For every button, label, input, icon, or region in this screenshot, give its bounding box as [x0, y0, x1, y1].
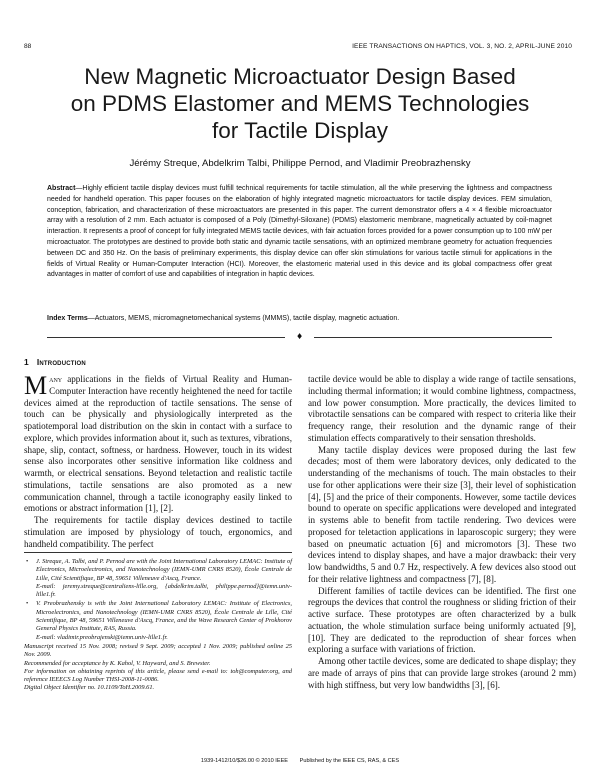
issn-copyright: 1939-1412/10/$26.00 © 2010 IEEE	[200, 758, 289, 764]
section-heading	[24, 357, 86, 367]
bullet-icon: •	[26, 558, 29, 565]
page-number: 88	[24, 43, 32, 50]
footnote-text: V. Preobrazhensky is with the Joint International Laboratory LEMAC: Institute of Electronics, Microelectronics, and Nanotechnology (IEMN-UMR CNRS 8520), École Centrale de Lille, Cité Scientifique, BP 48, 59651 Villeneuve d'Ascq, France, and the Wave Research Center of Prokhorov General Physics Institute, RAS, Russia.	[36, 600, 292, 633]
title-line: New Magnetic Microactuator Design Based	[84, 64, 516, 89]
abstract-label: Abstract	[47, 185, 76, 192]
section-number: 1	[24, 357, 29, 367]
running-header	[24, 43, 576, 53]
footnotes	[24, 558, 292, 693]
recommended-by: Recommended for acceptance by K. Kahol, V. Hayward, and S. Brewster.	[24, 659, 211, 667]
bullet-icon: •	[26, 600, 29, 608]
index-terms-label: Index Terms	[47, 315, 88, 322]
drop-cap: M	[24, 371, 48, 400]
right-column	[308, 374, 576, 691]
paragraph: The requirements for tactile display devices destined to tactile stimulation are imposed by physiology of touch, ergonomics, and handheld compatibility. The perfect	[24, 515, 292, 549]
footnote-affiliation	[24, 558, 292, 599]
paragraph-text: applications in the fields of Virtual Reality and Human-Computer Interaction have recently heightened the need for tactile devices aimed at the reproduction of tactile sensations. The sense of touch can be physically and physiologically interpreted as the spatiotemporal load distribution on the skin in contact with a surface to explore, which provides information about it, such as textures, vibrations, shape, slip, contact, softness, or hardness. However, touch in its widest sense also incorporates other sensitive information like coldness and warmth, or electrical sensations. Beyond teletaction and realistic tactile stimulations, tactile sensations are also promoted as a new communication channel, through a tactile iconography easily linked to emotions or abstract information [1], [2].	[24, 374, 292, 514]
divider-line-right	[314, 337, 552, 338]
title-line: for Tactile Display	[212, 118, 388, 143]
diamond-icon: ♦	[296, 332, 304, 341]
title-line: on PDMS Elastomer and MEMS Technologies	[70, 91, 530, 116]
lead-word: any	[49, 374, 63, 384]
paragraph: Among other tactile devices, some are dedicated to shape display; they are made of arrays of pins that can provide large strokes (around 2 mm) with high stiffness, but very low bandwidths [3], [6].	[308, 656, 576, 690]
paragraph: Different families of tactile devices can be identified. The first one regroups the devices that control the roughness or sliding friction of their active surface. These prototypes are often characterized by a bulk actuation, the whole stimulation surface being uniformly actuated [9], [10]. They are dedicated to the reproduction of shear forces when exploring a surface with variations of friction.	[308, 585, 576, 655]
section-title: Introduction	[36, 357, 86, 367]
paragraph: tactile device would be able to display a wide range of tactile sensations, including thermal information; it would combine lightness, compactness, and low power consumption. More practically, the devices limited to vibrotactile sensations can be compared with respect to criteria like their frequency range, their resolution and the dynamic range of their stimulation effects comparatively to their sensation thresholds.	[308, 374, 576, 443]
section-divider	[47, 332, 552, 342]
left-column	[24, 371, 292, 550]
index-terms-text: —Actuators, MEMS, micromagnetomechanical systems (MMMS), tactile display, magnetic actuation.	[87, 315, 400, 322]
footnote-email: E-mail: vladimir.preobrajenski@iemn.univ-lille1.fr.	[36, 633, 168, 641]
paragraph: Many tactile display devices were proposed during the last few decades; most of them were laboratory devices, only dedicated to the understanding of the mechanisms of touch. The main obstacles to their use for other applications were their size [3], their level of sophistication [4], [5] and the price of their components. However, some tactile devices bound to operate on specific applications were developed and integrated in systems able to benefit from tactile rendering. Two devices were proposed for teletaction applications in laparoscopic surgery; they were based on pneumatic actuation [6] and micromotors [3]. These two devices intend to display shapes, and have a major drawback: their very low bandwidths, 5 and 0.7 Hz, respectively. A few devices also stood out for their relative lightness and compactness [7], [8].	[308, 444, 576, 584]
author-list: Jérémy Streque, Abdelkrim Talbi, Philippe Pernod, and Vladimir Preobrazhensky	[129, 158, 471, 169]
received-dates: Manuscript received 15 Nov. 2008; revised 9 Sept. 2009; accepted 1 Nov. 2009; published online 25 Nov. 2009.	[24, 642, 292, 659]
publisher: Published by the IEEE CS, RAS, & CES	[299, 758, 400, 764]
intro-paragraph	[24, 371, 292, 515]
paper-title	[24, 63, 576, 144]
doi: Digital Object Identifier no. 10.1109/ToH.2009.61.	[24, 684, 155, 692]
footnote-affiliation	[24, 600, 292, 641]
reprints-info: For information on obtaining reprints of this article, please send e-mail to: toh@computer.org, and reference IEEECS Log Number THSI-2008-11-0086.	[24, 667, 292, 684]
divider-line-left	[47, 337, 285, 338]
manuscript-info	[24, 643, 292, 693]
footnote-rule	[24, 552, 292, 553]
index-terms	[47, 314, 552, 324]
footnote-text: J. Streque, A. Talbi, and P. Pernod are with the Joint International Laboratory LEMAC: Institute of Electronics, Microelectronics, and Nanotechnology (IEMN-UMR CNRS 8520), École Centrale de Lille, Cité Scientifique, BP 48, 59651 Villeneuve d'Ascq, France.	[36, 558, 292, 582]
footnote-email: E-mail: jeremy.streque@centraliens-lille.org, {abdelkrim.talbi, philippe.pernod}@iemn.univ-lille1.fr.	[36, 582, 292, 599]
page-footer	[24, 758, 576, 764]
abstract-text: —Highly efficient tactile display devices must fulfill technical requirements for tactile stimulation, all the while preserving the lightness and compactness needed for handheld operation. This paper focuses on the elaboration of highly integrated magnetic microactuators for tactile display devices. FEM simulation, conception, fabrication, and characterization of these microactuators are presented in this paper. The current demonstrator offers a 4 × 4 flexible microactuator array with a resolution of 2 mm. Each actuator is composed of a Poly (Dimethyl-Siloxane) (PDMS) elastomeric membrane, magnetically actuated by coil-magnet interaction. It represents a proof of concept for fully integrated MEMS tactile devices, with fair actuation forces provided for a power consumption up to 100 mW per microactuator. The prototypes are destined to provide both static and dynamic tactile sensations, with an optimized membrane geometry for actuation frequencies between DC and 350 Hz. On the basis of preliminary experiments, this display device can offer skin stimulations for various tactile stimuli for applications in the fields of Virtual Reality or Human-Computer Interaction (HCI). Moreover, the elastomeric material used in this device and its global compactness offer great advantages in matter of comfort of use and capabilities of integration in haptic devices.	[47, 185, 552, 279]
abstract	[47, 184, 552, 281]
journal-info: IEEE TRANSACTIONS ON HAPTICS, VOL. 3, NO. 2, APRIL-JUNE 2010	[352, 43, 572, 50]
